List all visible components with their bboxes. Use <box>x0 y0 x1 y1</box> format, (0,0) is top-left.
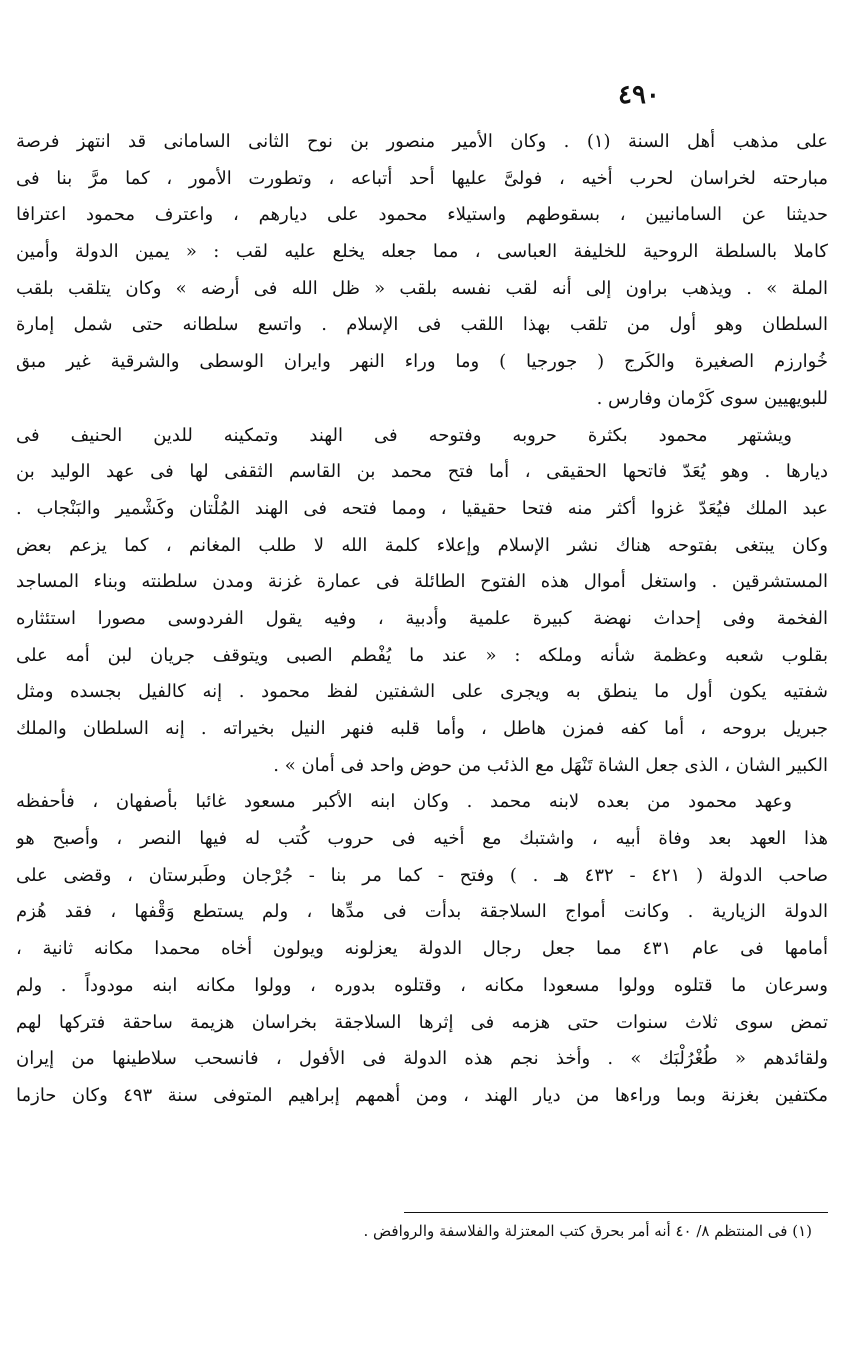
text-line: وعهد محمود من بعده لابنه محمد . وكان ابنه الأكبر مسعود غائبا بأصفهان ، فأحفظه <box>16 791 792 813</box>
text-line: وسرعان ما قتلوه وولوا مسعودا مكانه ، وقتلوه بدوره ، وولوا مكانه ابنه مودوداً . ولم <box>16 974 828 996</box>
page-number: ٤٩٠ <box>618 80 660 110</box>
text-line: الفخمة وفى إحداث نهضة كبيرة علمية وأدبية ، وفيه يقول الفردوسى مصورا استئثاره <box>16 607 828 629</box>
footnote: (١) فى المنتظم ٨/ ٤٠ أنه أمر بحرق كتب المعتزلة والفلاسفة والروافض . <box>363 1222 812 1240</box>
text-line: ديارها . وهو يُعَدّ فاتحها الحقيقى ، أما فتح محمد بن القاسم الثقفى لها فى عهد الوليد بن <box>16 461 828 483</box>
footnote-divider <box>404 1212 828 1213</box>
text-line: ويشتهر محمود بكثرة حروبه وفتوحه فى الهند وتمكينه للدين الحنيف فى <box>16 424 792 446</box>
text-line: صاحب الدولة ( ٤٢١ - ٤٣٢ هـ . ) وفتح - كما مر بنا - جُرْجان وطَبرستان ، وقضى على <box>16 864 828 886</box>
text-line: وكان يبتغى بفتوحه هناك نشر الإسلام وإعلاء كلمة الله لا طلب المغانم ، كما يزعم بعض <box>16 534 828 556</box>
text-line: أمامها فى عام ٤٣١ مما جعل رجال الدولة يعزلونه ويولون أخاه محمدا مكانه ثانية ، <box>16 938 828 960</box>
text-line: عبد الملك فيُعَدّ غزوا أكثر منه فتحا حقيقيا ، ومما فتحه فى الهند المُلْتان وكَشْمير والبَنْجاب . <box>16 497 828 519</box>
text-line: على مذهب أهل السنة (١) . وكان الأمير منصور بن نوح الثانى السامانى قد انتهز فرصة <box>16 131 828 152</box>
text-line: جبريل بروحه ، أما كفه فمزن هاطل ، وأما قلبه فنهر النيل بخيراته . إنه السلطان والملك <box>16 718 828 739</box>
text-line: خُوارزم الصغيرة والكَرج ( جورجيا ) وما وراء النهر وايران الوسطى والشرقية غير مبق <box>16 351 828 373</box>
text-line: مكتفين بغزنة وبما وراءها من ديار الهند ، ومن أهمهم إبراهيم المتوفى سنة ٤٩٣ وكان حازما <box>16 1084 828 1106</box>
text-line: بقلوب شعبه وعظمة شأنه وملكه : « عند ما يُفْطم الصبى ويتوقف جريان لبن أمه على <box>16 644 828 666</box>
text-line: تمض سوى ثلاث سنوات حتى هزمه فى إثرها السلاجقة بخراسان هزيمة ساحقة فتركها لهم <box>16 1011 828 1033</box>
text-line: الدولة الزيارية . وكانت أمواج السلاجقة بدأت فى مدِّها ، ولم يستطع وَقْفها ، فقد هُزم <box>16 901 828 923</box>
text-line: ولقائدهم « طُغْرُلْبَك » . وأخذ نجم هذه الدولة فى الأفول ، فانسحب سلاطينها من إيران <box>16 1048 828 1070</box>
text-line: هذا العهد بعد وفاة أبيه ، واشتبك مع أخيه فى حروب كُتب له فيها النصر ، وأصبح هو <box>16 828 828 850</box>
text-line: المستشرقين . واستغل أموال هذه الفتوح الطائلة فى عمارة غزنة ومدن سلطنته وبناء المساجد <box>16 571 828 593</box>
text-line: الملة » . ويذهب براون إلى أنه لقب نفسه بلقب « ظل الله فى أرضه » وكان يتلقب بلقب <box>16 277 828 299</box>
text-line: كاملا بالسلطة الروحية للخليفة العباسى ، مما جعله يخلع عليه لقب : « يمين الدولة وأمين <box>16 241 828 263</box>
text-line: مبارحته لخراسان لحرب أخيه ، فولىَّ عليها أحد أتباعه ، وتطورت الأمور ، كما مرَّ بنا فى <box>16 167 828 189</box>
body-text <box>16 124 828 1115</box>
text-line: السلطان وهو أول من تلقب بهذا اللقب فى الإسلام . واتسع سلطانه حتى شمل إمارة <box>16 314 828 336</box>
text-line: شفتيه يكون أول ما ينطق به ويجرى على الشفتين لفظ محمود . إنه كالفيل بجسده ومثل <box>16 681 828 703</box>
text-line: الكبير الشان ، الذى جعل الشاة تَنْهَل مع الذئب من حوض واحد فى أمان » . <box>273 754 828 776</box>
text-line: حديثنا عن السامانيين ، بسقوطهم واستيلاء محمود على ديارهم ، واعترف محمود اعترافا <box>16 204 828 226</box>
text-line: للبويهيين سوى كَرْمان وفارس . <box>596 387 828 409</box>
